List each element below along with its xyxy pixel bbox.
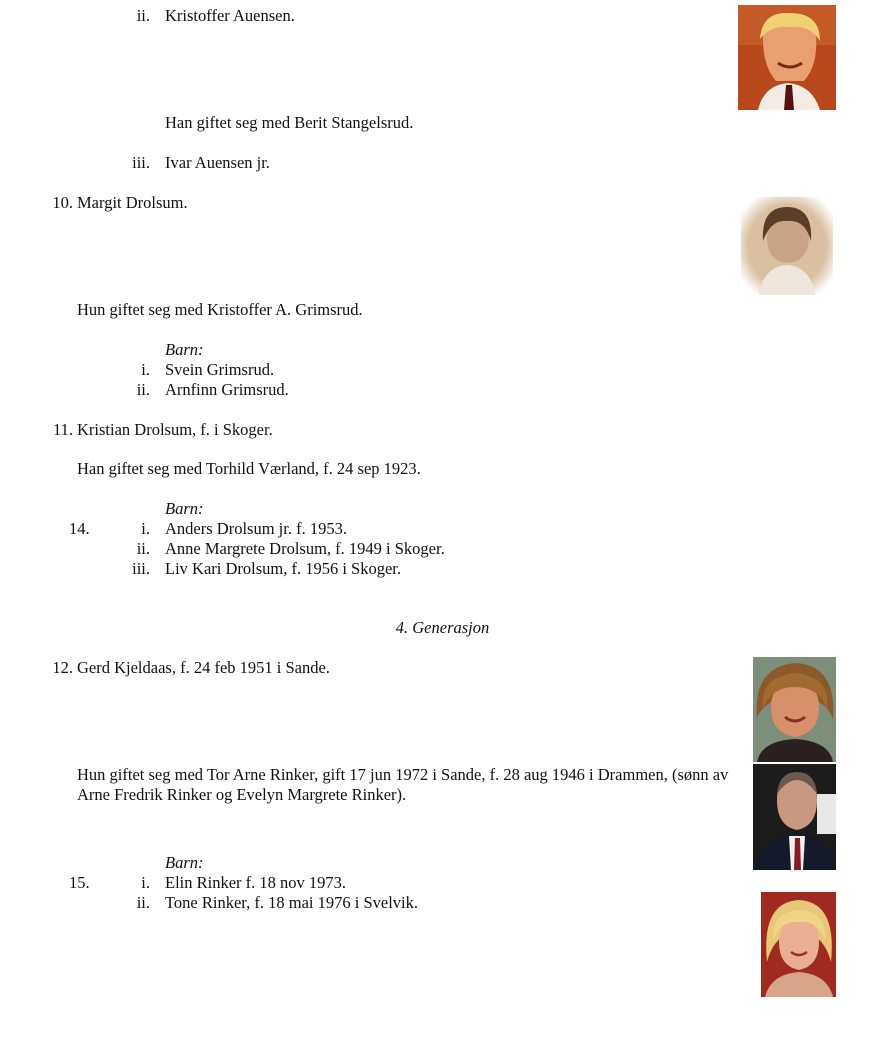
roman-numeral: iii. bbox=[132, 559, 150, 578]
roman-numeral: ii. bbox=[136, 6, 150, 25]
child-name: Elin Rinker f. 18 nov 1973. bbox=[165, 873, 347, 892]
marriage-text-line-2: Arne Fredrik Rinker og Evelyn Margrete Rinker). bbox=[77, 785, 407, 804]
entry-number: 12. bbox=[52, 658, 73, 677]
children-heading: Barn: bbox=[165, 853, 204, 872]
entry-number: 10. bbox=[52, 193, 73, 212]
child-name: Tone Rinker, f. 18 mai 1976 i Svelvik. bbox=[165, 893, 418, 912]
portrait-woman-blonde-photo bbox=[761, 892, 836, 997]
child-reference-number: 15. bbox=[69, 873, 90, 892]
portrait-child-sepia-photo bbox=[741, 197, 833, 295]
roman-numeral: ii. bbox=[136, 539, 150, 558]
roman-numeral: i. bbox=[141, 360, 150, 379]
person-name: Ivar Auensen jr. bbox=[165, 153, 270, 172]
marriage-text: Han giftet seg med Berit Stangelsrud. bbox=[165, 113, 414, 132]
child-name: Svein Grimsrud. bbox=[165, 360, 275, 379]
marriage-text-line-1: Hun giftet seg med Tor Arne Rinker, gift 17 jun 1972 i Sande, f. 28 aug 1946 i Drammen, (sønn av bbox=[77, 765, 729, 784]
person-name: Kristoffer Auensen. bbox=[165, 6, 295, 25]
generation-heading: 4. Generasjon bbox=[395, 618, 490, 637]
child-name: Arnfinn Grimsrud. bbox=[165, 380, 289, 399]
marriage-text: Han giftet seg med Torhild Værland, f. 24 sep 1923. bbox=[77, 459, 421, 478]
roman-numeral: iii. bbox=[132, 153, 150, 172]
roman-numeral: i. bbox=[141, 873, 150, 892]
person-name: Kristian Drolsum, f. i Skoger. bbox=[77, 420, 273, 439]
person-name: Margit Drolsum. bbox=[77, 193, 188, 212]
children-heading: Barn: bbox=[165, 340, 204, 359]
portrait-older-man-photo bbox=[753, 764, 836, 870]
person-name: Gerd Kjeldaas, f. 24 feb 1951 i Sande. bbox=[77, 658, 330, 677]
child-name: Anne Margrete Drolsum, f. 1949 i Skoger. bbox=[165, 539, 445, 558]
child-reference-number: 14. bbox=[69, 519, 90, 538]
portrait-woman-curly-photo bbox=[753, 657, 836, 762]
roman-numeral: ii. bbox=[136, 893, 150, 912]
child-name: Anders Drolsum jr. f. 1953. bbox=[165, 519, 347, 538]
roman-numeral: ii. bbox=[136, 380, 150, 399]
entry-number: 11. bbox=[52, 420, 73, 439]
portrait-young-man-photo bbox=[738, 5, 836, 110]
child-name: Liv Kari Drolsum, f. 1956 i Skoger. bbox=[165, 559, 402, 578]
marriage-text: Hun giftet seg med Kristoffer A. Grimsrud. bbox=[77, 300, 363, 319]
roman-numeral: i. bbox=[141, 519, 150, 538]
children-heading: Barn: bbox=[165, 499, 204, 518]
